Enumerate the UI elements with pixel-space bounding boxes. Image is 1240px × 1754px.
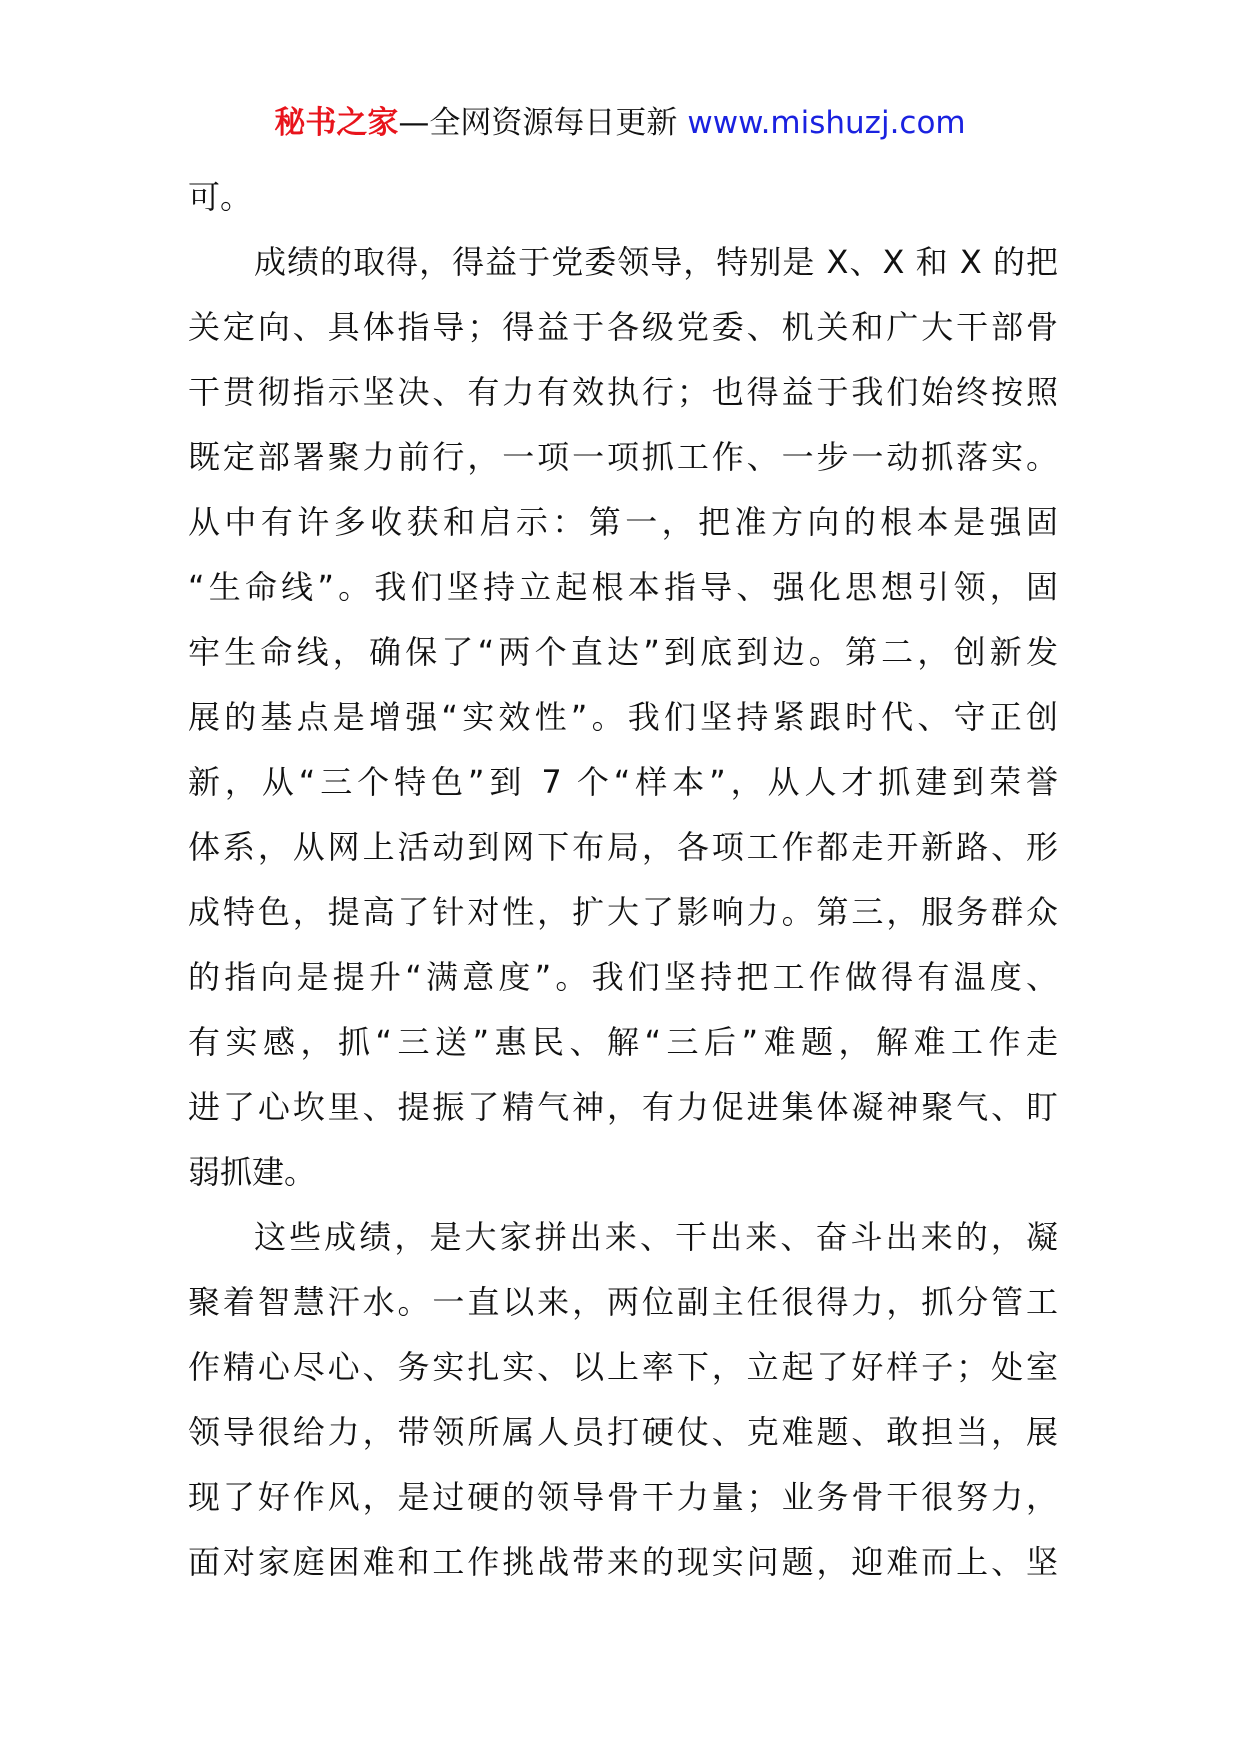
header-tagline: —全网资源每日更新 bbox=[398, 105, 678, 141]
text-line: 作精心尽心、务实扎实、以上率下，立起了好样子；处室 bbox=[188, 1348, 1058, 1386]
page-header bbox=[0, 103, 1240, 143]
text-line: 从中有许多收获和启示：第一，把准方向的根本是强固 bbox=[188, 503, 1058, 541]
text-line: 这些成绩，是大家拼出来、干出来、奋斗出来的，凝 bbox=[254, 1218, 1058, 1256]
text-line: 聚着智慧汗水。一直以来，两位副主任很得力，抓分管工 bbox=[188, 1283, 1058, 1321]
text-line: 有实感，抓“三送”惠民、解“三后”难题，解难工作走 bbox=[188, 1023, 1058, 1061]
text-line: 关定向、具体指导；得益于各级党委、机关和广大干部骨 bbox=[188, 308, 1058, 346]
text-line: 既定部署聚力前行，一项一项抓工作、一步一动抓落实。 bbox=[188, 438, 1058, 476]
text-line: 牢生命线，确保了“两个直达”到底到边。第二，创新发 bbox=[188, 633, 1058, 671]
brand-name: 秘书之家 bbox=[274, 105, 399, 141]
paragraph bbox=[188, 165, 1058, 230]
text-line: 领导很给力，带领所属人员打硬仗、克难题、敢担当，展 bbox=[188, 1413, 1058, 1451]
site-url-link[interactable]: www.mishuzj.com bbox=[687, 105, 966, 141]
paragraph bbox=[188, 230, 1058, 1205]
text-line: “生命线”。我们坚持立起根本指导、强化思想引领，固 bbox=[188, 568, 1058, 606]
text-line: 进了心坎里、提振了精气神，有力促进集体凝神聚气、盯 bbox=[188, 1088, 1058, 1126]
text-line: 成绩的取得，得益于党委领导，特别是 X、X 和 X 的把 bbox=[254, 243, 1058, 281]
text-line: 体系，从网上活动到网下布局，各项工作都走开新路、形 bbox=[188, 828, 1058, 866]
text-line: 面对家庭困难和工作挑战带来的现实问题，迎难而上、坚 bbox=[188, 1543, 1058, 1581]
text-line: 现了好作风，是过硬的领导骨干力量；业务骨干很努力， bbox=[188, 1478, 1058, 1516]
text-line: 可。 bbox=[188, 178, 253, 216]
text-line: 弱抓建。 bbox=[188, 1153, 317, 1191]
text-line: 成特色，提高了针对性，扩大了影响力。第三，服务群众 bbox=[188, 893, 1058, 931]
paragraph bbox=[188, 1205, 1058, 1595]
document-body bbox=[188, 165, 1058, 1595]
text-line: 展的基点是增强“实效性”。我们坚持紧跟时代、守正创 bbox=[188, 698, 1058, 736]
text-line: 新，从“三个特色”到 7 个“样本”，从人才抓建到荣誉 bbox=[188, 763, 1058, 801]
text-line: 干贯彻指示坚决、有力有效执行；也得益于我们始终按照 bbox=[188, 373, 1058, 411]
text-line: 的指向是提升“满意度”。我们坚持把工作做得有温度、 bbox=[188, 958, 1058, 996]
